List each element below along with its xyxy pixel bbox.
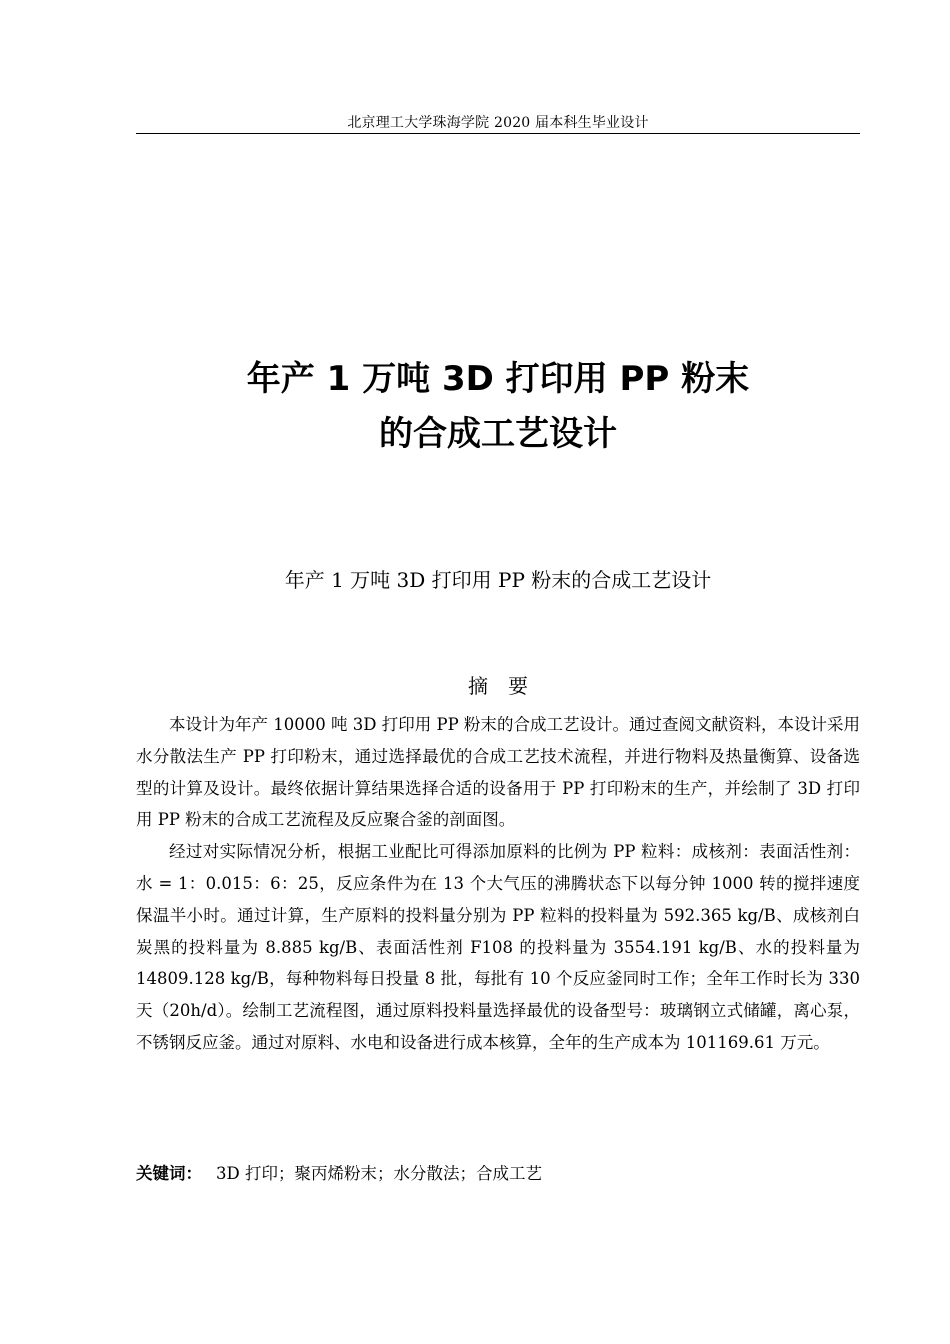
thesis-title (100, 352, 896, 462)
abstract-paragraph-1: 本设计为年产 10000 吨 3D 打印用 PP 粉末的合成工艺设计。通过查阅文献资料，本设计采用水分散法生产 PP 打印粉末，通过选择最优的合成工艺技术流程，并进行物料及热量衡算、设备选型的计算及设计。最终依据计算结果选择合适的设备用于 PP 打印粉末的生产，并绘制了 3D 打印用 PP 粉末的合成工艺流程及反应聚合釜的剖面图。 (136, 715, 860, 830)
abstract-body (136, 709, 860, 1059)
running-header: 北京理工大学珠海学院 2020 届本科生毕业设计 (347, 115, 649, 131)
keywords-label: 关键词： (136, 1164, 202, 1183)
abstract-heading: 摘要 (468, 674, 548, 698)
keywords-line (136, 1161, 860, 1187)
header-rule (136, 133, 860, 134)
thesis-subtitle: 年产 1 万吨 3D 打印用 PP 粉末的合成工艺设计 (284, 568, 712, 592)
thesis-title-line-2: 的合成工艺设计 (379, 414, 617, 454)
abstract-paragraph-2: 经过对实际情况分析，根据工业配比可得添加原料的比例为 PP 粒料：成核剂：表面活性剂：水 = 1：0.015：6：25，反应条件为在 13 个大气压的沸腾状态下以每分钟 1000 转的搅拌速度保温半小时。通过计算，生产原料的投料量分别为 PP 粒料的投料量为 592.365 kg/B、成核剂白炭黑的投料量为 8.885 kg/B、表面活性剂 F108 的投料量为 3554.191 kg/B、水的投料量为 14809.128 kg/B，每种物料每日投量 8 批，每批有 10 个反应釜同时工作；全年工作时长为 330 天（20h/d）。绘制工艺流程图，通过原料投料量选择最优的设备型号：玻璃钢立式储罐，离心泵，不锈钢反应釜。通过对原料、水电和设备进行成本核算，全年的生产成本为 101169.61 万元。 (136, 842, 860, 1052)
thesis-title-line-1: 年产 1 万吨 3D 打印用 PP 粉末 (246, 359, 750, 399)
keywords-value: 3D 打印；聚丙烯粉末；水分散法；合成工艺 (216, 1164, 542, 1183)
